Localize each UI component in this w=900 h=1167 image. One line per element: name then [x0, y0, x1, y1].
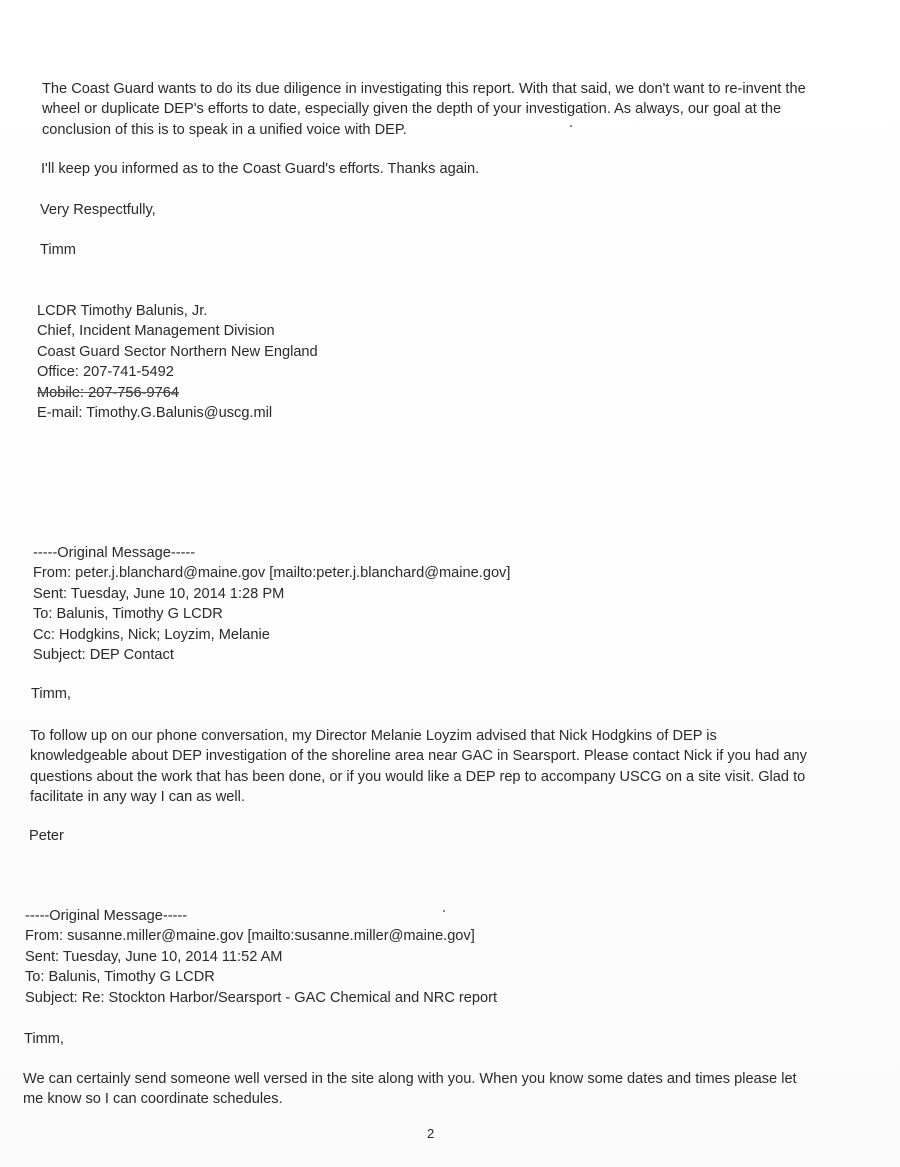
body-line: To follow up on our phone conversation, my Director Melanie Loyzim advised that Nick Hodgkins of DEP is	[30, 728, 717, 744]
signature-block	[37, 301, 318, 423]
body-line: me know so I can coordinate schedules.	[23, 1091, 283, 1108]
original-message-separator: -----Original Message-----	[33, 545, 196, 561]
header-from: From: peter.j.blanchard@maine.gov [mailto:peter.j.blanchard@maine.gov]	[33, 565, 511, 582]
letter-paragraph-2: I'll keep you informed as to the Coast Guard's efforts. Thanks again.	[41, 161, 480, 177]
message-1-header	[33, 543, 510, 665]
header-to: To: Balunis, Timothy G LCDR	[33, 606, 223, 623]
body-line: knowledgeable about DEP investigation of the shoreline area near GAC in Searsport. Please contact Nick if you had any	[30, 748, 807, 765]
signature-email: E-mail: Timothy.G.Balunis@uscg.mil	[37, 405, 273, 422]
header-to: To: Balunis, Timothy G LCDR	[25, 969, 215, 986]
signature-office-phone: Office: 207-741-5492	[37, 364, 174, 381]
paragraph-line: The Coast Guard wants to do its due diligence in investigating this report. With that said, we don't want to re-invent the	[42, 81, 806, 97]
message-2-header	[25, 906, 497, 1008]
signature-name: LCDR Timothy Balunis, Jr.	[37, 303, 208, 319]
message-1-sign: Peter	[29, 828, 64, 844]
paragraph-line: wheel or duplicate DEP's efforts to date, especially given the depth of your investigation. As always, our goal at the	[42, 101, 782, 118]
header-subject: Subject: Re: Stockton Harbor/Searsport - GAC Chemical and NRC report	[25, 989, 498, 1006]
signature-org: Coast Guard Sector Northern New England	[37, 343, 318, 360]
header-subject: Subject: DEP Contact	[33, 647, 174, 664]
message-2-greeting: Timm,	[24, 1031, 64, 1047]
header-cc: Cc: Hodgkins, Nick; Loyzim, Melanie	[33, 626, 270, 643]
letter-closing: Very Respectfully,	[40, 202, 156, 218]
letter-sign-name: Timm	[40, 242, 76, 258]
body-line: facilitate in any way I can as well.	[30, 789, 245, 806]
original-message-separator: -----Original Message-----	[25, 908, 188, 924]
message-1-body	[30, 726, 807, 808]
header-sent: Sent: Tuesday, June 10, 2014 11:52 AM	[25, 948, 283, 965]
signature-mobile-phone: Mobile: 207-756-9764	[37, 384, 179, 401]
body-line: questions about the work that has been done, or if you would like a DEP rep to accompany USCG on a site visit. Glad to	[30, 768, 806, 785]
letter-paragraph-1	[42, 79, 806, 140]
header-sent: Sent: Tuesday, June 10, 2014 1:28 PM	[33, 585, 285, 602]
scan-speck	[570, 125, 572, 127]
message-1-greeting: Timm,	[31, 686, 71, 702]
page-number: 2	[427, 1126, 435, 1141]
header-from: From: susanne.miller@maine.gov [mailto:susanne.miller@maine.gov]	[25, 928, 475, 945]
message-2-body	[23, 1069, 797, 1110]
signature-title: Chief, Incident Management Division	[37, 323, 275, 340]
paragraph-line: conclusion of this is to speak in a unified voice with DEP.	[42, 121, 407, 138]
body-line: We can certainly send someone well versed in the site along with you. When you know some dates and times please let	[23, 1071, 797, 1087]
scan-speck	[443, 910, 445, 912]
